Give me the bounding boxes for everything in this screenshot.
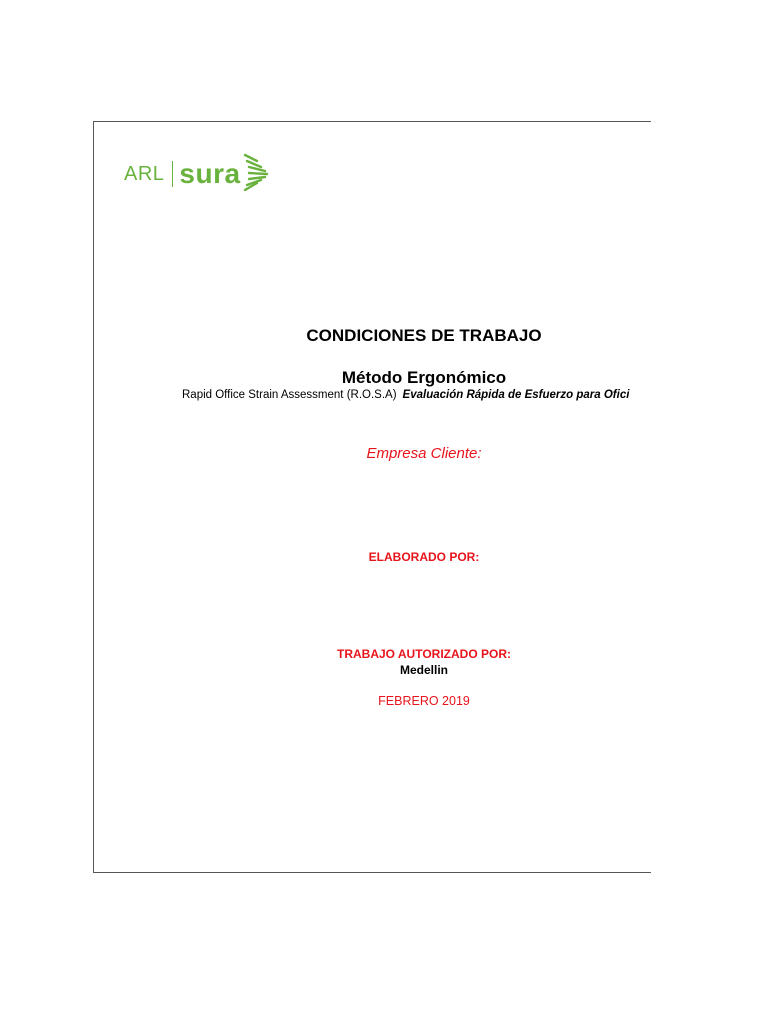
document-heading: CONDICIONES DE TRABAJO <box>306 326 542 345</box>
subtitle-spanish: Evaluación Rápida de Esfuerzo para Ofici <box>402 389 630 401</box>
wing-icon <box>243 151 273 191</box>
method-title: Método Ergonómico <box>341 368 507 387</box>
logo-sura-text: sura <box>179 158 241 189</box>
logo-arl-text: ARL <box>124 162 165 185</box>
subtitle-english: Rapid Office Strain Assessment (R.O.S.A) <box>182 389 397 401</box>
authorized-by-label: TRABAJO AUTORIZADO POR: <box>337 647 511 661</box>
document-date: FEBRERO 2019 <box>378 694 470 708</box>
arl-sura-logo <box>124 152 273 196</box>
logo-divider <box>172 161 173 187</box>
city-text: Medellin <box>399 663 448 677</box>
prepared-by-label: ELABORADO POR: <box>368 550 480 564</box>
method-subtitle <box>182 389 629 401</box>
client-label: Empresa Cliente: <box>366 445 482 462</box>
document-page <box>93 121 651 873</box>
